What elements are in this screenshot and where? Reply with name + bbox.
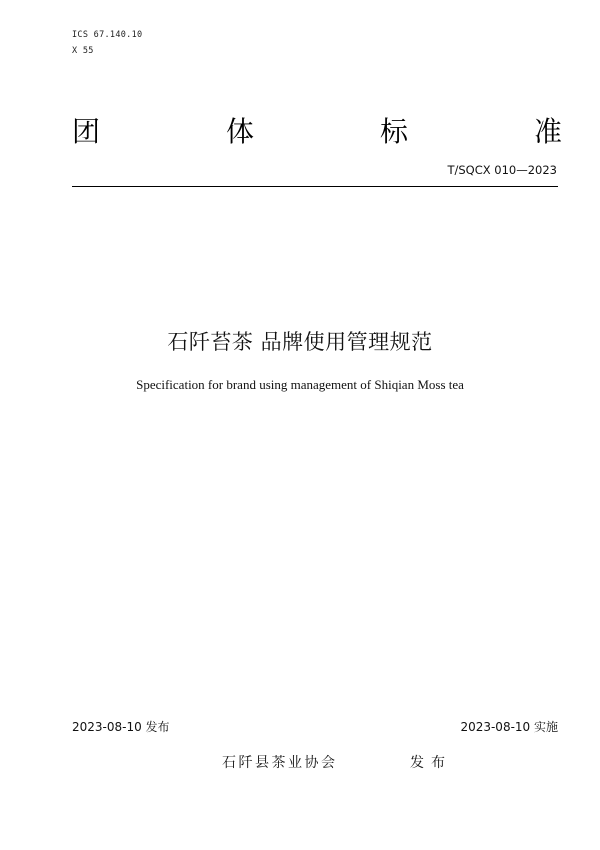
standard-type-heading [72, 112, 562, 152]
issuing-organization: 石阡县茶业协会 [222, 755, 338, 771]
standard-type-char: 标 [379, 115, 408, 148]
publish-date: 2023-08-10 发布 [72, 720, 170, 734]
issue-label: 发布 [410, 755, 452, 771]
document-title-chinese: 石阡苔茶 品牌使用管理规范 [167, 330, 433, 354]
standard-type-char: 体 [225, 115, 254, 148]
standard-type-char: 团 [72, 115, 101, 148]
header-divider [72, 186, 558, 187]
document-title-english: Specification for brand using management of Shiqian Moss tea [136, 377, 464, 392]
standard-number: T/SQCX 010—2023 [447, 163, 557, 177]
implement-date: 2023-08-10 实施 [460, 720, 558, 734]
ics-code: ICS 67.140.10 [72, 30, 143, 40]
classification-code: X 55 [72, 46, 94, 56]
standard-type-char: 准 [533, 115, 562, 148]
